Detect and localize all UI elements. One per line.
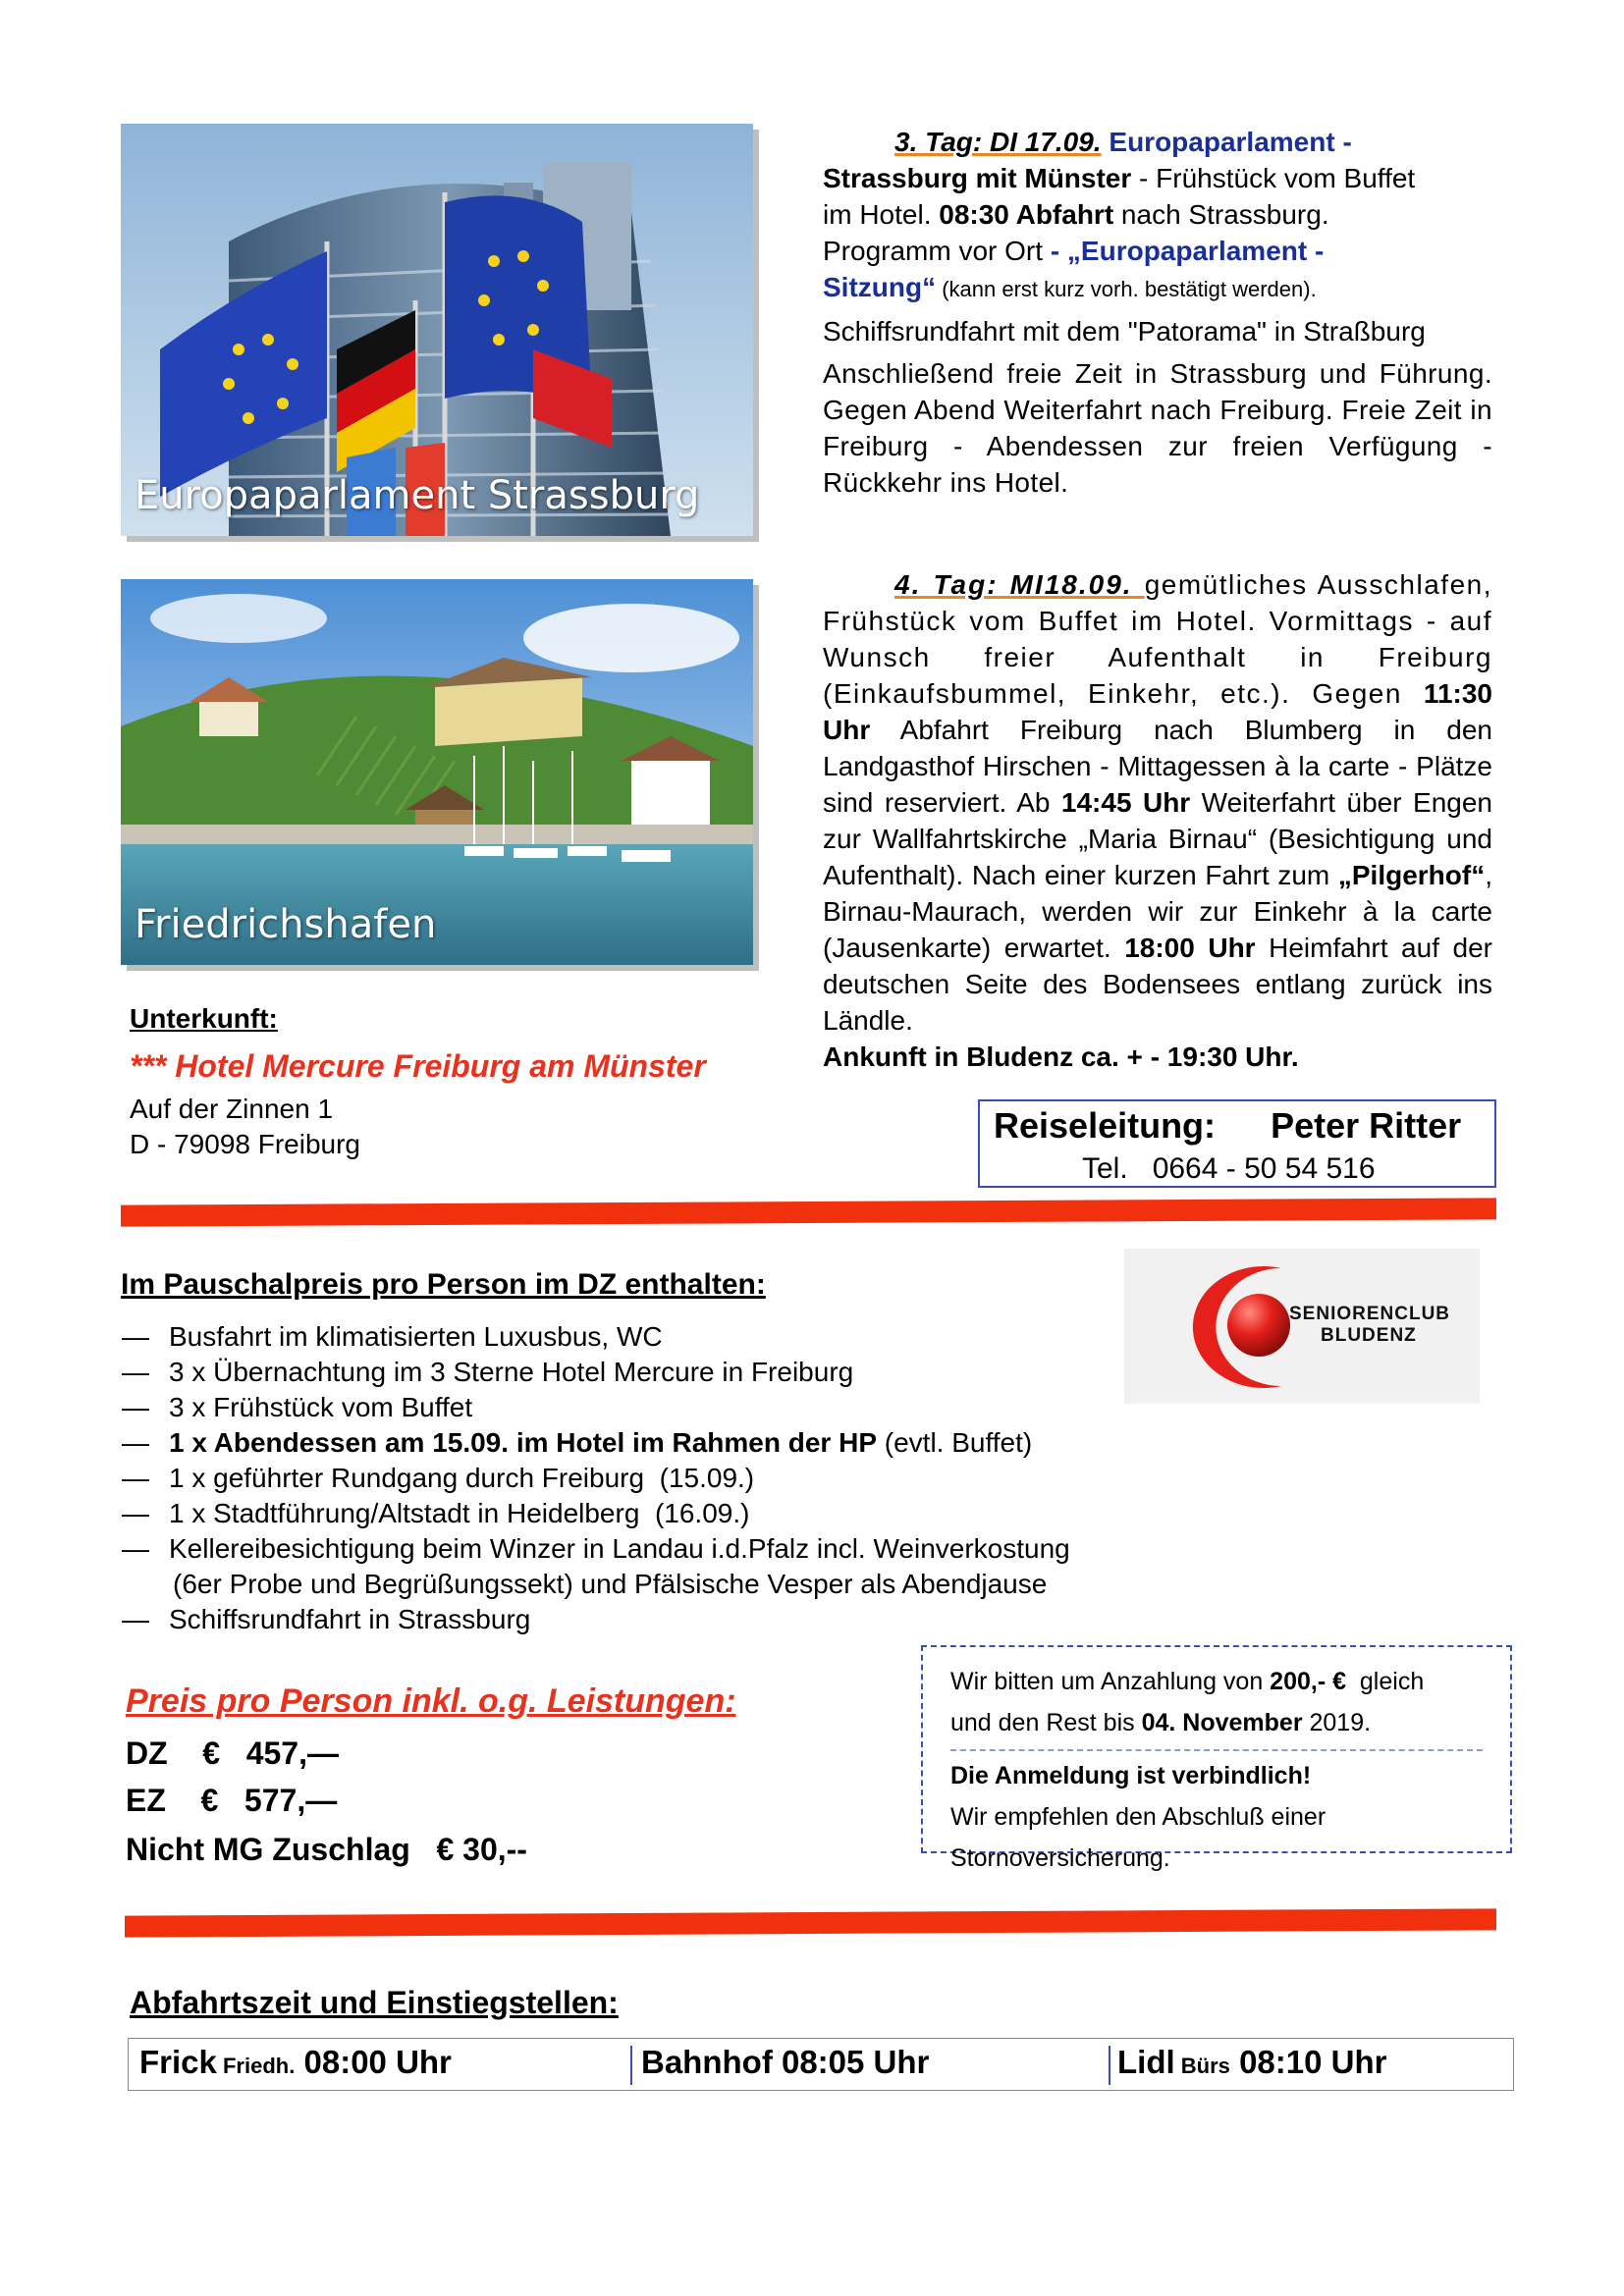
price-heading: Preis pro Person inkl. o.g. Leistungen: — [126, 1682, 736, 1720]
parliament-caption: Europaparlament Strassburg — [135, 473, 700, 518]
red-divider-bottom — [125, 1908, 1496, 1937]
dash: — — [122, 1427, 149, 1458]
day3-note: (kann erst kurz vorh. bestätigt werden). — [936, 277, 1317, 301]
seniorenclub-logo — [1124, 1249, 1480, 1404]
departure-heading: Abfahrtszeit und Einstiegstellen: — [130, 1985, 619, 2020]
deposit-box — [921, 1645, 1512, 1872]
stop-name: Bahnhof — [641, 2044, 773, 2080]
stop-detail: Friedh. — [216, 2054, 296, 2078]
day3-parliament: - „Europaparlament - — [1050, 236, 1325, 266]
day4-pilgerhof: „Pilgerhof“ — [1337, 860, 1486, 890]
dash: — — [122, 1321, 149, 1352]
day3-session: Sitzung“ — [823, 272, 937, 302]
item-text: Kellereibesichtigung beim Winzer in Landau i.d.Pfalz incl. Weinverkostung — [169, 1533, 1070, 1564]
item-text: 1 x Abendessen am 15.09. im Hotel im Rahmen der HP — [169, 1427, 877, 1458]
list-item — [122, 1319, 663, 1355]
day4-text-1: gemütliches Ausschlafen, Frühstück vom Buffet im Hotel. Vormittags - auf Wunsch freier Aufenthalt in Freiburg (Einkaufsbummel, Einkehr, etc.). Gegen — [823, 569, 1492, 709]
stop-time: 08:05 Uhr — [772, 2044, 930, 2080]
stop-time: 08:00 Uhr — [295, 2044, 452, 2080]
day3-route: Strassburg mit Münster — [823, 163, 1132, 193]
balance-text: und den Rest bis — [950, 1709, 1142, 1736]
hotel-name: *** Hotel Mercure Freiburg am Münster — [130, 1048, 706, 1084]
price-dz: DZ € 457,— — [126, 1735, 339, 1771]
item-suffix: (evtl. Buffet) — [877, 1427, 1033, 1458]
red-divider-top — [121, 1198, 1496, 1226]
day4-text-4: , Birnau-Maurach, werden wir zur Einkehr à la carte (Jausenkarte) erwartet. — [823, 860, 1492, 963]
day4-arrival: Ankunft in Bludenz ca. + - 19:30 Uhr. — [823, 1041, 1299, 1072]
day3-afternoon: Anschließend freie Zeit in Strassburg und Führung. Gegen Abend Weiterfahrt nach Freiburg. Freie Zeit in Freiburg - Abendessen zur freien Verfügung - Rückkehr ins Hotel. — [823, 358, 1492, 498]
day4-text-3: Weiterfahrt über Engen zur Wallfahrtskirche „Maria Birnau“ (Besichtigung und Aufenthalt). Nach einer kurzen Fahrt zum — [823, 787, 1492, 890]
price-non-member: Nicht MG Zuschlag € 30,-- — [126, 1832, 527, 1867]
day4-time-2: 14:45 Uhr — [1060, 787, 1191, 818]
item-text: 3 x Frühstück vom Buffet — [169, 1392, 473, 1422]
lake-caption: Friedrichshafen — [135, 902, 437, 947]
guide-box — [978, 1099, 1496, 1188]
day3-hotel-text: im Hotel. — [823, 199, 940, 230]
guide-phone: Tel. 0664 - 50 54 516 — [1082, 1152, 1376, 1185]
logo-mark — [1124, 1249, 1480, 1404]
guide-name: Peter Ritter — [1271, 1105, 1462, 1146]
day4-text-5: Heimfahrt auf der deutschen Seite des Bodensees entlang zurück ins Ländle. — [823, 933, 1492, 1036]
parliament-photo — [121, 124, 753, 536]
stop-name: Lidl — [1117, 2044, 1175, 2080]
dash: — — [122, 1357, 149, 1387]
balance-date: 04. November — [1141, 1709, 1303, 1736]
list-item — [122, 1602, 531, 1637]
day3-departure-time: 08:30 Abfahrt — [939, 199, 1114, 230]
hotel-city: D - 79098 Freiburg — [130, 1129, 361, 1159]
insurance-advice-2: Stornoversicherung. — [950, 1844, 1170, 1872]
accommodation-label: Unterkunft: — [130, 1003, 278, 1034]
table-divider — [1109, 2046, 1110, 2085]
table-divider — [630, 2046, 632, 2085]
deposit-text-b: gleich — [1346, 1668, 1425, 1695]
binding-note: Die Anmeldung ist verbindlich! — [950, 1762, 1312, 1789]
item-text: 1 x geführter Rundgang durch Freiburg (15.09.) — [169, 1463, 755, 1493]
list-item — [122, 1531, 1070, 1567]
list-item — [122, 1425, 1033, 1461]
day4-text-2: Abfahrt Freiburg nach Blumberg in den Landgasthof Hirschen - Mittagessen à la carte - Plätze sind reserviert. Ab — [823, 715, 1492, 818]
price-ez: EZ € 577,— — [126, 1783, 338, 1818]
stop-name: Frick — [139, 2044, 217, 2080]
hotel-street: Auf der Zinnen 1 — [130, 1094, 334, 1124]
item-text: 1 x Stadtführung/Altstadt in Heidelberg (16.09.) — [169, 1498, 750, 1528]
logo-line2: BLUDENZ — [1321, 1325, 1417, 1346]
guide-label: Reiseleitung: — [994, 1105, 1217, 1146]
stop-lidl — [1117, 2044, 1386, 2081]
day3-heading: 3. Tag: DI 17.09. — [894, 127, 1102, 157]
day3-destination: nach Strassburg. — [1113, 199, 1329, 230]
stop-bahnhof — [641, 2044, 929, 2081]
list-item — [122, 1355, 854, 1390]
insurance-advice-1: Wir empfehlen den Abschluß einer — [950, 1803, 1326, 1831]
item-text: Busfahrt im klimatisierten Luxusbus, WC — [169, 1321, 663, 1352]
dash: — — [122, 1533, 149, 1564]
dash: — — [122, 1392, 149, 1422]
list-item-continuation: (6er Probe und Begrüßungssekt) und Pfälsische Vesper als Abendjause — [173, 1569, 1048, 1599]
day4-time-4: 18:00 Uhr — [1124, 933, 1256, 963]
balance-year: 2019. — [1302, 1709, 1372, 1736]
lake-photo — [121, 579, 753, 965]
day4-block — [823, 566, 1492, 1075]
stop-time: 08:10 Uhr — [1229, 2044, 1387, 2080]
day4-time-1: 11:30 Uhr — [823, 678, 1492, 745]
included-heading: Im Pauschalpreis pro Person im DZ enthalten: — [121, 1268, 766, 1301]
stop-detail: Bürs — [1174, 2054, 1230, 2078]
item-text: 3 x Übernachtung im 3 Sterne Hotel Mercure in Freiburg — [169, 1357, 854, 1387]
day3-breakfast: - Frühstück vom Buffet — [1131, 163, 1416, 193]
dash: — — [122, 1498, 149, 1528]
day3-program: Programm vor Ort — [823, 236, 1051, 266]
dash: — — [122, 1463, 149, 1493]
dash: — — [122, 1604, 149, 1634]
item-text: Schiffsrundfahrt in Strassburg — [169, 1604, 531, 1634]
list-item — [122, 1461, 755, 1496]
logo-line1: SENIORENCLUB — [1289, 1304, 1451, 1324]
list-item — [122, 1390, 473, 1425]
deposit-text: Wir bitten um Anzahlung von — [950, 1668, 1271, 1695]
list-item — [122, 1496, 750, 1531]
stop-frick — [139, 2044, 452, 2081]
deposit-amount: 200,- € — [1270, 1668, 1347, 1695]
day3-block — [823, 124, 1492, 501]
day4-heading: 4. Tag: MI18.09. — [894, 569, 1145, 600]
day3-title: Europaparlament - — [1101, 127, 1352, 157]
day3-boat-tour: Schiffsrundfahrt mit dem "Patorama" in Straßburg — [823, 316, 1426, 347]
